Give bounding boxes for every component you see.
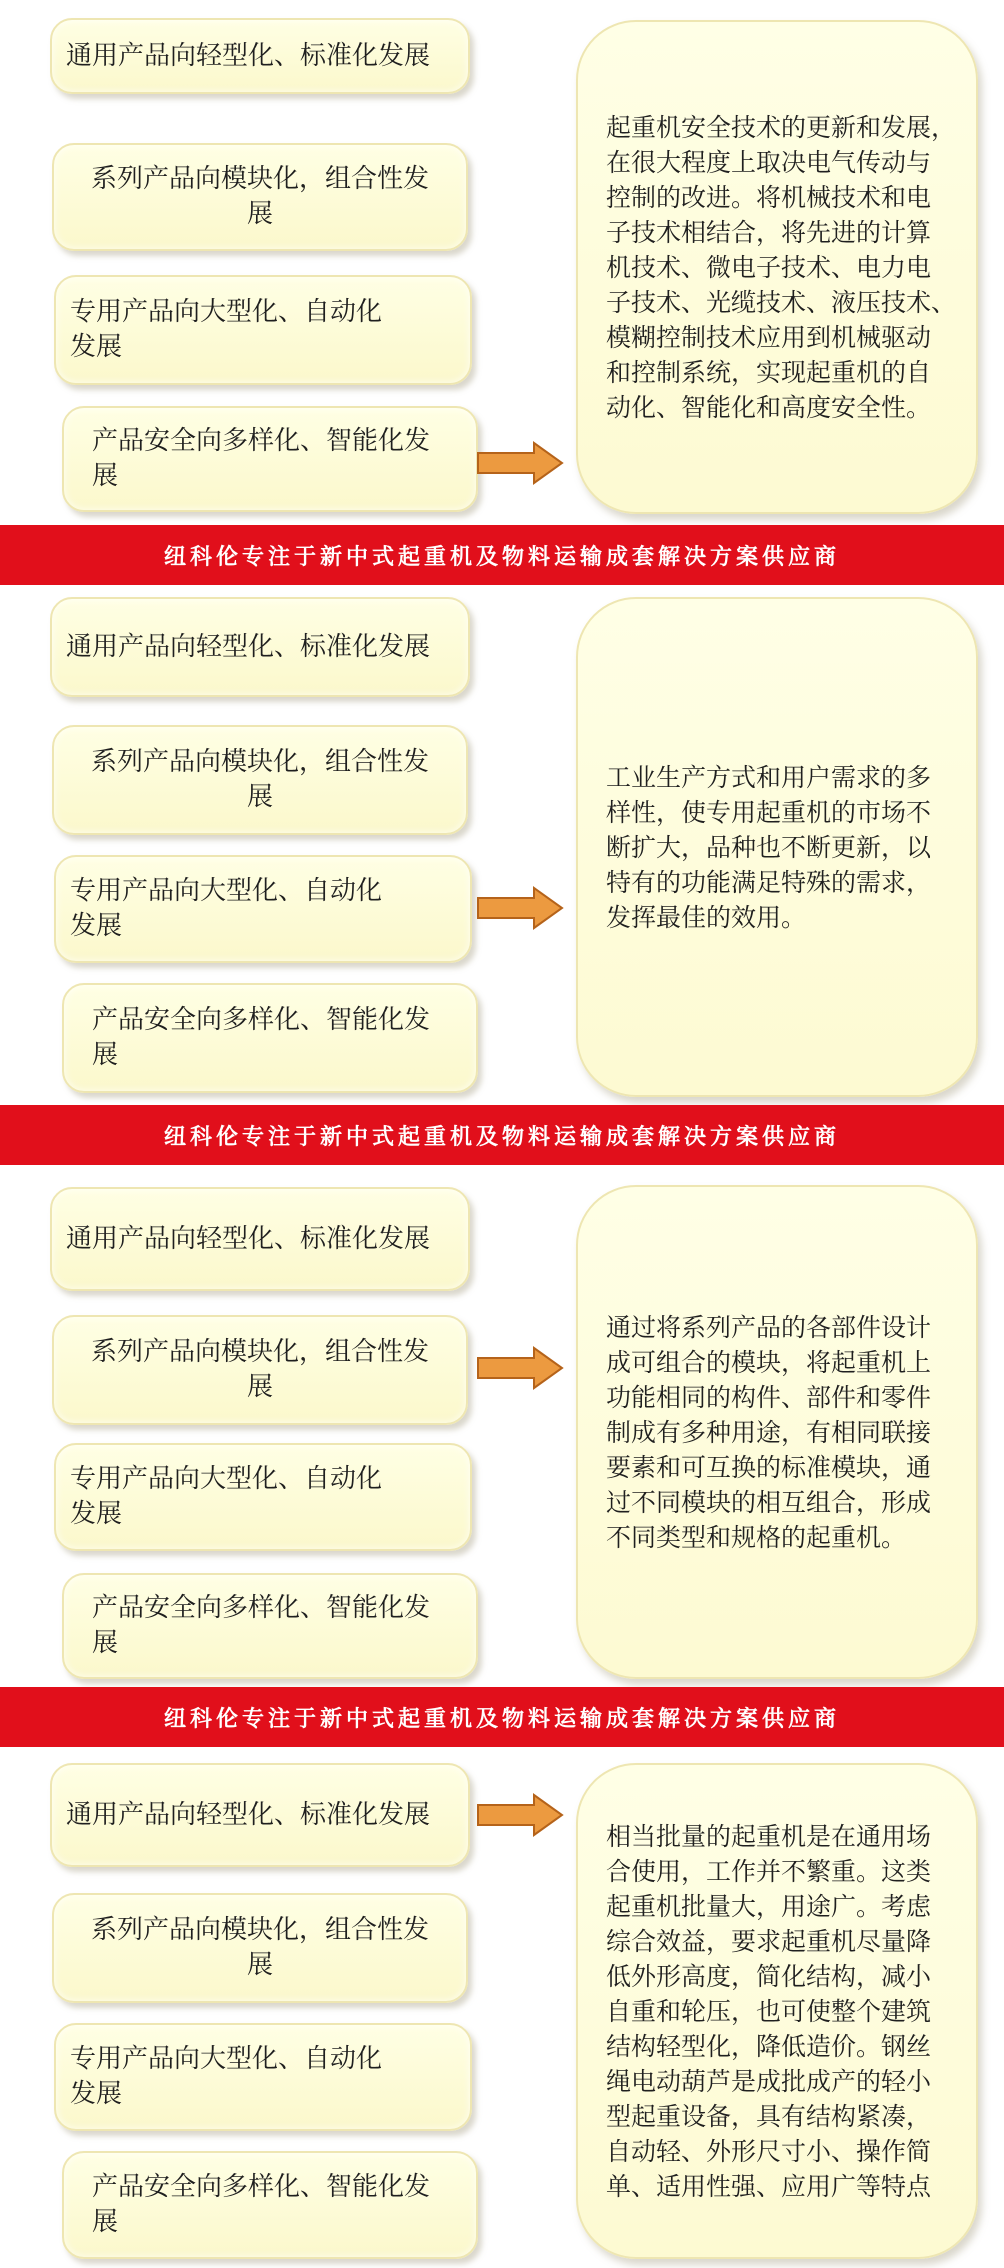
description-panel-2: [576, 597, 978, 1097]
trend-item-safety: [62, 1573, 478, 1679]
company-banner-1: [0, 525, 1004, 585]
trend-section-4: [0, 1747, 1004, 2268]
company-banner-text: 纽科伦专注于新中式起重机及物料运输成套解决方案供应商: [163, 1706, 840, 1732]
description-panel-4: [576, 1763, 978, 2259]
trend-item-safety: [62, 406, 478, 512]
trend-item-lightweight-text: 通用产品向轻型化、标准化发展: [66, 1799, 431, 1830]
trend-item-modular-text: 系列产品向模块化，组合性发 展: [90, 1337, 429, 1402]
description-panel-1: [576, 20, 978, 514]
trend-item-large-scale-text: 专用产品向大型化、自动化 发展: [70, 2044, 383, 2109]
trend-item-large-scale: [54, 855, 472, 963]
trend-item-lightweight-text: 通用产品向轻型化、标准化发展: [66, 1223, 431, 1254]
trend-item-safety-text: 产品安全向多样化、智能化发 展: [92, 1005, 431, 1070]
trend-item-safety-text: 产品安全向多样化、智能化发 展: [92, 2172, 431, 2237]
trend-item-safety: [62, 2151, 478, 2259]
description-text-2: 工业生产方式和用户需求的多 样性，使专用起重机的市场不 断扩大，品种也不断更新，以 特有的功能满足特殊的需求， 发挥最佳的效用。: [606, 762, 932, 932]
trend-item-large-scale: [54, 275, 472, 385]
trend-item-lightweight: [50, 1187, 470, 1291]
trend-item-lightweight: [50, 18, 470, 94]
description-text-4: 相当批量的起重机是在通用场 合使用，工作并不繁重。这类 起重机批量大，用途广。考虑 综合效益，要求起重机尽量降 低外形高度，简化结构，减小 自重和轮压，也可使整个建筑 结构轻型化，降低造价。钢丝 绳电动葫芦是成批成产的轻小 型起重设备，具有结构紧凑， 自动轻、外形尺寸小、操作简 单、适用性强、应用广等特点: [606, 1821, 932, 2201]
trend-item-modular: [52, 1893, 468, 2003]
company-banner-text: 纽科伦专注于新中式起重机及物料运输成套解决方案供应商: [163, 1124, 840, 1150]
trend-item-safety-text: 产品安全向多样化、智能化发 展: [92, 1593, 431, 1658]
trend-section-1: [0, 0, 1004, 525]
trend-section-3: [0, 1165, 1004, 1687]
trend-item-safety-text: 产品安全向多样化、智能化发 展: [92, 426, 431, 491]
company-banner-3: [0, 1687, 1004, 1747]
trend-item-lightweight-text: 通用产品向轻型化、标准化发展: [66, 631, 431, 662]
description-text-3: 通过将系列产品的各部件设计 成可组合的模块，将起重机上 功能相同的构件、部件和零件 制成有多种用途，有相同联接 要素和可互换的标准模块，通 过不同模块的相互组合，形成 不同类型和规格的起重机。: [606, 1312, 932, 1552]
trend-item-modular: [52, 143, 468, 251]
trend-item-modular-text: 系列产品向模块化，组合性发 展: [90, 747, 429, 812]
company-banner-2: [0, 1105, 1004, 1165]
trend-item-modular-text: 系列产品向模块化，组合性发 展: [90, 164, 429, 229]
right-arrow-icon: [476, 886, 564, 930]
trend-section-2: [0, 585, 1004, 1105]
trend-item-large-scale-text: 专用产品向大型化、自动化 发展: [70, 876, 383, 941]
right-arrow-icon: [476, 1346, 564, 1390]
trend-item-lightweight: [50, 597, 470, 697]
trend-item-safety: [62, 983, 478, 1093]
trend-item-modular: [52, 725, 468, 835]
company-banner-text: 纽科伦专注于新中式起重机及物料运输成套解决方案供应商: [163, 544, 840, 570]
trend-item-lightweight: [50, 1763, 470, 1867]
trend-item-modular-text: 系列产品向模块化，组合性发 展: [90, 1915, 429, 1980]
description-text-1: 起重机安全技术的更新和发展， 在很大程度上取决电气传动与 控制的改进。将机械技术和电 子技术相结合，将先进的计算 机技术、微电子技术、电力电 子技术、光缆技术、液压技术、 模糊控制技术应用到机械驱动 和控制系统，实现起重机的自 动化、智能化和高度安全性。: [606, 112, 957, 422]
description-panel-3: [576, 1185, 978, 1679]
trend-item-large-scale: [54, 2023, 472, 2131]
trend-item-modular: [52, 1315, 468, 1425]
right-arrow-icon: [476, 1793, 564, 1837]
trend-item-large-scale-text: 专用产品向大型化、自动化 发展: [70, 1464, 383, 1529]
trend-item-large-scale-text: 专用产品向大型化、自动化 发展: [70, 297, 383, 362]
trend-item-lightweight-text: 通用产品向轻型化、标准化发展: [66, 40, 431, 71]
trend-item-large-scale: [54, 1443, 472, 1551]
right-arrow-icon: [476, 441, 564, 485]
